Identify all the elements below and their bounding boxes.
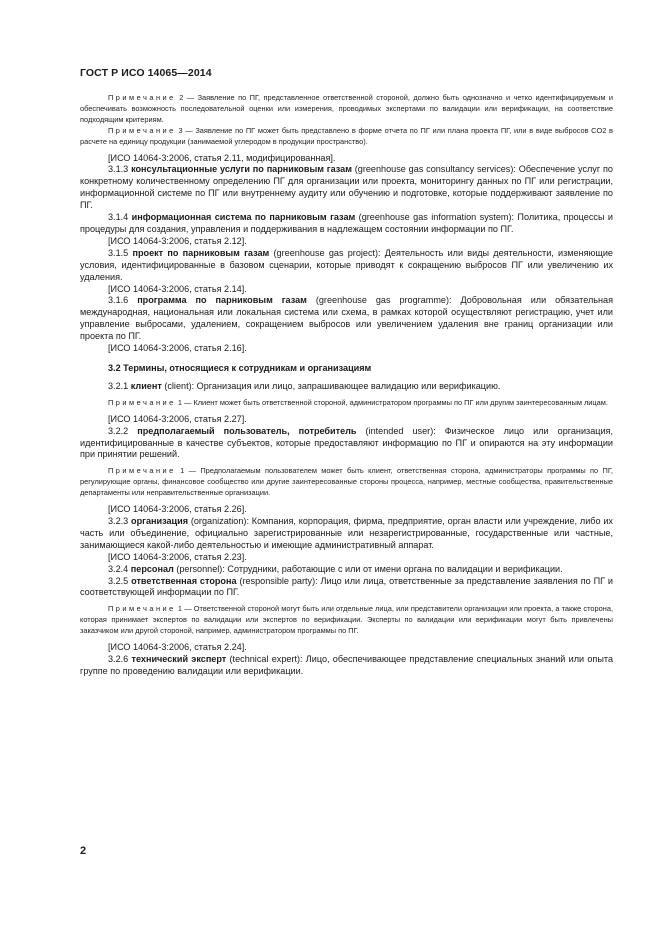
section-heading: 3.2 Термины, относящиеся к сотрудникам и организациям <box>108 362 372 373</box>
term-title: клиент <box>130 380 162 391</box>
page-content <box>80 93 613 678</box>
reference: [ИСО 14064-3:2006, статья 2.12]. <box>108 235 247 246</box>
term-title: организация <box>131 516 189 526</box>
term-3-2-2: 3.2.2 предполагаемый пользователь, потребитель (intended user): Физическое лицо или организация, идентифицированные в качестве субъектов, которые предоставляют информацию по ПГ и опираются на эту информации при принятии решений. <box>80 425 613 460</box>
note-label: Примечание <box>108 93 176 102</box>
reference: [ИСО 14064-3:2006, статья 2.14]. <box>108 283 247 294</box>
term-title: информационная система по парниковым газам <box>131 212 356 223</box>
term-3-2-4: 3.2.4 персонал (personnel): Сотрудники, работающие с или от имени органа по валидации и верификации. <box>108 563 563 574</box>
term-title: технический эксперт <box>131 653 227 664</box>
term-title: персонал <box>130 563 174 574</box>
note-label: Примечание <box>108 125 176 135</box>
reference: [ИСО 14064-3:2006, статья 2.26]. <box>108 504 247 515</box>
note-label: Примечание <box>108 466 176 476</box>
term-title: ответственная сторона <box>131 575 237 586</box>
reference: [ИСО 14064-3:2006, статья 2.11, модифицированная]. <box>108 152 336 163</box>
reference: [ИСО 14064-3:2006, статья 2.24]. <box>108 642 247 653</box>
note-2: Примечание 2 — Заявление по ПГ, представленное ответственной стороной, должно быть однозначно и четко идентифицируемым и обеспечивать возможность последовательной оценки или измерения, проводимых экспертами по валидации или верификации, на соответствие подходящим критериям. <box>80 93 613 124</box>
term-3-1-6: 3.1.6 программа по парниковым газам (greenhouse gas programme): Добровольная или обязательная международная, национальная или локальная система или схема, в рамках которой осуществляют регистрацию, учет или управление выбросами, удалением, сокращением выбросов или увеличением удаления вне границ организации или проекта по ПГ. <box>80 295 613 342</box>
note-3-2-1: Примечание 1 — Клиент может быть ответственной стороной, администратором программы по ПГ или другим заинтересованным лицам. <box>108 397 608 407</box>
term-3-2-1: 3.2.1 клиент (client): Организация или лицо, запрашивающее валидацию или верификацию. <box>108 380 501 391</box>
term-title: предполагаемый пользователь, потребитель <box>137 425 357 436</box>
term-3-2-3: 3.2.3 организация (organization): Компания, корпорация, фирма, предприятие, орган власти или учреждение, либо их часть или объединение, официально зарегистрированные или незарегистрированные, государственные или частные, занимающиеся какой-либо деятельностью и имеющие административный аппарат. <box>80 516 613 550</box>
term-3-1-3: 3.1.3 консультационные услуги по парниковым газам (greenhouse gas consultancy services): Обеспечение услуг по конкретному количественному определению ПГ для организации или проекта, мониторингу данных по ПГ или регистрации, информационной системе по ПГ или внутреннему аудиту или обучению и подготовке, которые поддерживают заявление по ПГ. <box>80 164 613 211</box>
note-3-2-5: Примечание 1 — Ответственной стороной могут быть или отдельные лица, или представители организации или проекта, а также сторона, которая принимает экспертов по валидации или экспертов по верификации. Эксперты по валидации или верификации могут быть привлечены заказчиком или другой стороной, например, администратором программы по ПГ. <box>80 604 613 636</box>
page-number: 2 <box>80 845 87 857</box>
note-3: Примечание 3 — Заявление по ПГ может быть представлено в форме отчета по ПГ или плана проекта ПГ, или в виде выбросов CO2 в расчете на единицу продукции (занимаемой углеродом в продукции пространство). <box>80 125 613 146</box>
note-label: Примечание <box>108 397 176 407</box>
term-title: проект по парниковым газам <box>132 247 270 258</box>
reference: [ИСО 14064-3:2006, статья 2.23]. <box>108 551 247 562</box>
term-title: программа по парниковым газам <box>137 295 307 306</box>
reference: [ИСО 14064-3:2006, статья 2.27]. <box>108 413 247 424</box>
note-label: Примечание <box>108 604 176 614</box>
reference: [ИСО 14064-3:2006, статья 2.16]. <box>108 343 247 354</box>
page-header: ГОСТ Р ИСО 14065—2014 <box>80 67 212 79</box>
term-title: консультационные услуги по парниковым газам <box>131 164 352 175</box>
term-3-1-5: 3.1.5 проект по парниковым газам (greenhouse gas project): Деятельность или виды деятельности, изменяющие условия, идентифицированные в базовом сценарии, которые приводят к сокращению выбросов ПГ или увеличению их удаления. <box>80 247 613 282</box>
term-3-1-4: 3.1.4 информационная система по парниковым газам (greenhouse gas information system): Политика, процессы и процедуры для создания, управления и поддерживания в надлежащем состоянии информации по ПГ. <box>80 212 613 234</box>
term-3-2-6: 3.2.6 технический эксперт (technical expert): Лицо, обеспечивающее представление специальных знаний или опыта группе по проведению валидации или верификации. <box>80 653 614 676</box>
term-3-2-5: 3.2.5 ответственная сторона (responsible party): Лицо или лица, ответственные за представление заявления по ПГ и соответствующей информации по ПГ. <box>80 575 613 598</box>
note-3-2-2: Примечание 1 — Предполагаемым пользователем может быть клиент, ответственная сторона, администраторы программы по ПГ, регулирующие органы, финансовое сообщество или другие заинтересованные стороны процесса, например, местные сообщества, правительственные департаменты или неправительственные организации. <box>80 466 613 498</box>
